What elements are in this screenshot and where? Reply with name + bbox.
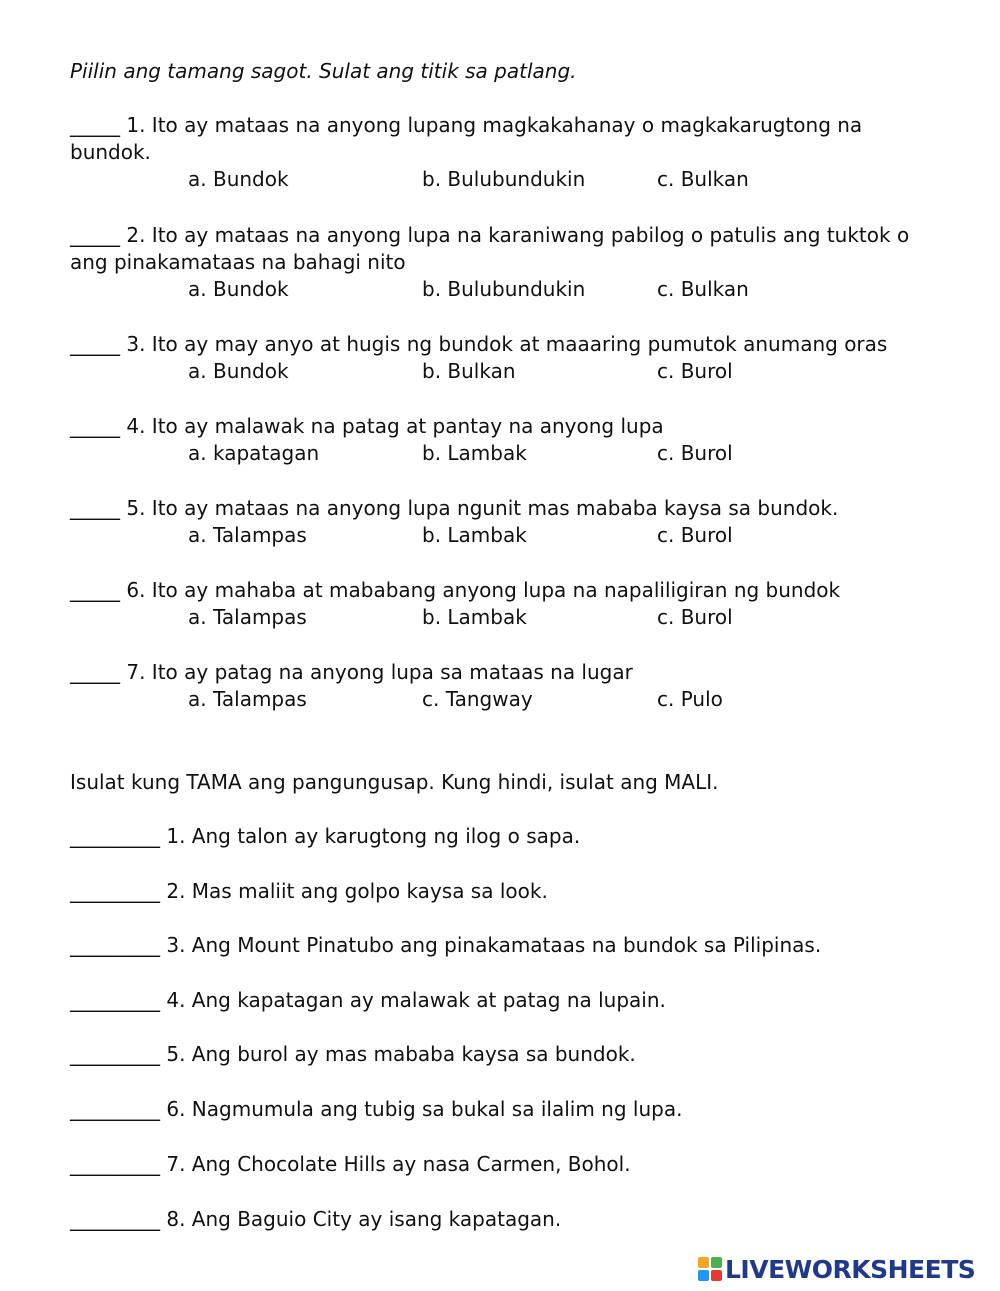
mcq-6-choice-c: c. Burol [657, 605, 733, 629]
mcq-3-choices [0, 358, 1000, 385]
tf-item-1: _________ 1. Ang talon ay karugtong ng ilog o sapa. [70, 824, 581, 848]
mcq-5-line1: _____ 5. Ito ay mataas na anyong lupa ngunit mas mababa kaysa sa bundok. [70, 496, 839, 520]
tf-item-8: _________ 8. Ang Baguio City ay isang kapatagan. [70, 1207, 562, 1231]
mcq-4-choice-b: b. Lambak [422, 441, 527, 465]
mcq-4-choices [0, 440, 1000, 467]
mcq-6-line1: _____ 6. Ito ay mahaba at mababang anyong lupa na napaliligiran ng bundok [70, 578, 841, 602]
mcq-1-line1: _____ 1. Ito ay mataas na anyong lupang magkakahanay o magkakarugtong na [70, 113, 863, 137]
mcq-2-choice-b: b. Bulubundukin [422, 277, 586, 301]
mcq-5-choices [0, 522, 1000, 549]
instruction-part2: Isulat kung TAMA ang pangungusap. Kung hindi, isulat ang MALI. [70, 770, 719, 794]
mcq-3-choice-a: a. Bundok [188, 359, 289, 383]
mcq-1-choice-c: c. Bulkan [657, 167, 749, 191]
logo-text: LIVEWORKSHEETS [725, 1254, 976, 1284]
tf-item-7: _________ 7. Ang Chocolate Hills ay nasa Carmen, Bohol. [70, 1152, 631, 1176]
tf-item-4: _________ 4. Ang kapatagan ay malawak at patag na lupain. [70, 988, 666, 1012]
mcq-7-choices [0, 686, 1000, 713]
mcq-6-choices [0, 604, 1000, 631]
liveworksheets-logo-icon [698, 1257, 722, 1281]
mcq-2-line2: ang pinakamataas na bahagi nito [70, 250, 406, 274]
mcq-6-choice-a: a. Talampas [188, 605, 307, 629]
mcq-2-choice-a: a. Bundok [188, 277, 289, 301]
mcq-2-choice-c: c. Bulkan [657, 277, 749, 301]
mcq-2-choices [0, 276, 1000, 303]
mcq-1-choice-b: b. Bulubundukin [422, 167, 586, 191]
mcq-1-choices [0, 166, 1000, 193]
instruction-part1: Piilin ang tamang sagot. Sulat ang titik sa patlang. [70, 59, 577, 83]
mcq-7-line1: _____ 7. Ito ay patag na anyong lupa sa mataas na lugar [70, 660, 633, 684]
mcq-7-choice-b: c. Tangway [422, 687, 533, 711]
mcq-4-choice-a: a. kapatagan [188, 441, 320, 465]
mcq-1-choice-a: a. Bundok [188, 167, 289, 191]
mcq-3-line1: _____ 3. Ito ay may anyo at hugis ng bundok at maaaring pumutok anumang oras [70, 332, 888, 356]
mcq-3-choice-c: c. Burol [657, 359, 733, 383]
mcq-4-line1: _____ 4. Ito ay malawak na patag at pantay na anyong lupa [70, 414, 664, 438]
tf-item-5: _________ 5. Ang burol ay mas mababa kaysa sa bundok. [70, 1042, 636, 1066]
mcq-2-line1: _____ 2. Ito ay mataas na anyong lupa na karaniwang pabilog o patulis ang tuktok o [70, 223, 910, 247]
mcq-7-choice-a: a. Talampas [188, 687, 307, 711]
mcq-5-choice-a: a. Talampas [188, 523, 307, 547]
mcq-6-choice-b: b. Lambak [422, 605, 527, 629]
tf-item-6: _________ 6. Nagmumula ang tubig sa bukal sa ilalim ng lupa. [70, 1097, 683, 1121]
tf-item-2: _________ 2. Mas maliit ang golpo kaysa sa look. [70, 879, 548, 903]
mcq-4-choice-c: c. Burol [657, 441, 733, 465]
mcq-5-choice-b: b. Lambak [422, 523, 527, 547]
tf-item-3: _________ 3. Ang Mount Pinatubo ang pinakamataas na bundok sa Pilipinas. [70, 933, 822, 957]
mcq-3-choice-b: b. Bulkan [422, 359, 516, 383]
liveworksheets-logo[interactable] [698, 1255, 975, 1283]
mcq-7-choice-c: c. Pulo [657, 687, 723, 711]
mcq-5-choice-c: c. Burol [657, 523, 733, 547]
mcq-1-line2: bundok. [70, 140, 151, 164]
